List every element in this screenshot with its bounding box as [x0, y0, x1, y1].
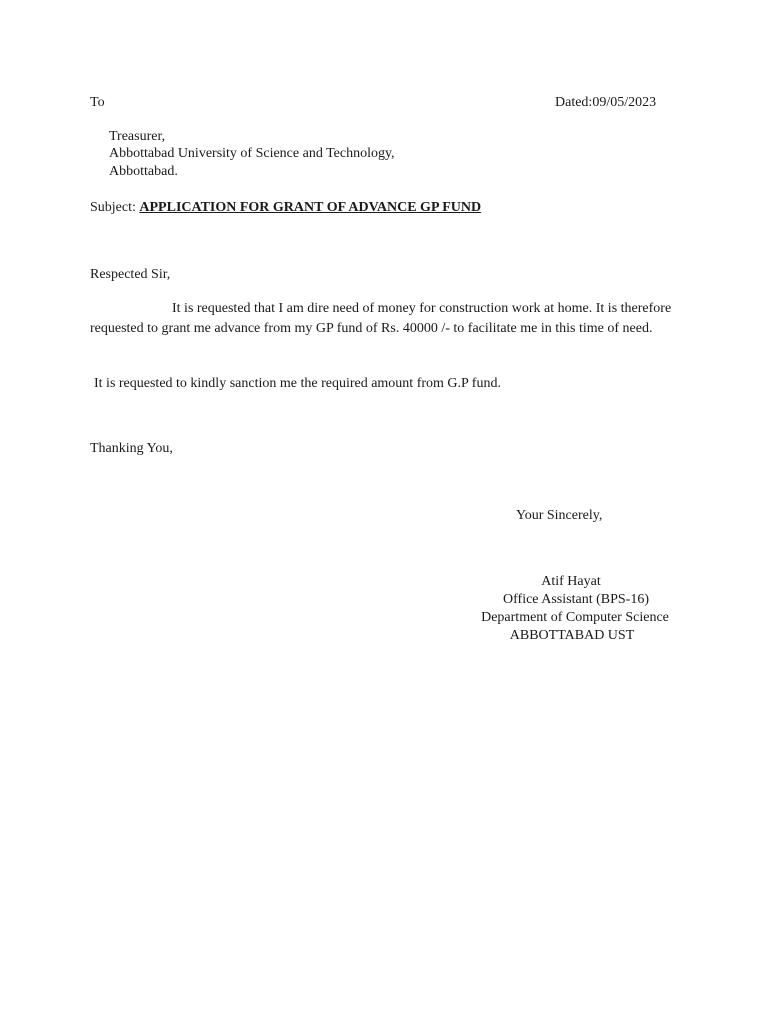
- subject-title: APPLICATION FOR GRANT OF ADVANCE GP FUND: [139, 200, 482, 215]
- salutation: Respected Sir,: [90, 267, 171, 282]
- valediction: Your Sincerely,: [516, 508, 603, 523]
- body-paragraph-2: It is requested to kindly sanction me the required amount from G.P fund.: [94, 376, 501, 391]
- signatory-designation: Office Assistant (BPS-16): [503, 592, 649, 607]
- signatory-institution: ABBOTTABAD UST: [509, 628, 635, 643]
- to-label: To: [90, 95, 105, 110]
- subject-line: [90, 199, 481, 217]
- signatory-name: Atif Hayat: [541, 574, 601, 589]
- body-paragraph-1-container: [90, 299, 690, 339]
- body-paragraph-1: It is requested that I am dire need of money for construction work at home. It is therefore requested to grant me advance from my GP fund of Rs. 40000 /- to facilitate me in this time of need.: [90, 301, 672, 336]
- signatory-department: Department of Computer Science: [481, 610, 669, 625]
- recipient-organization: Abbottabad University of Science and Technology,: [109, 146, 395, 161]
- closing: Thanking You,: [90, 441, 173, 456]
- recipient-city: Abbottabad.: [109, 164, 178, 179]
- letter-date: Dated:09/05/2023: [555, 95, 657, 110]
- subject-label: Subject:: [90, 200, 136, 215]
- recipient-title: Treasurer,: [109, 129, 166, 144]
